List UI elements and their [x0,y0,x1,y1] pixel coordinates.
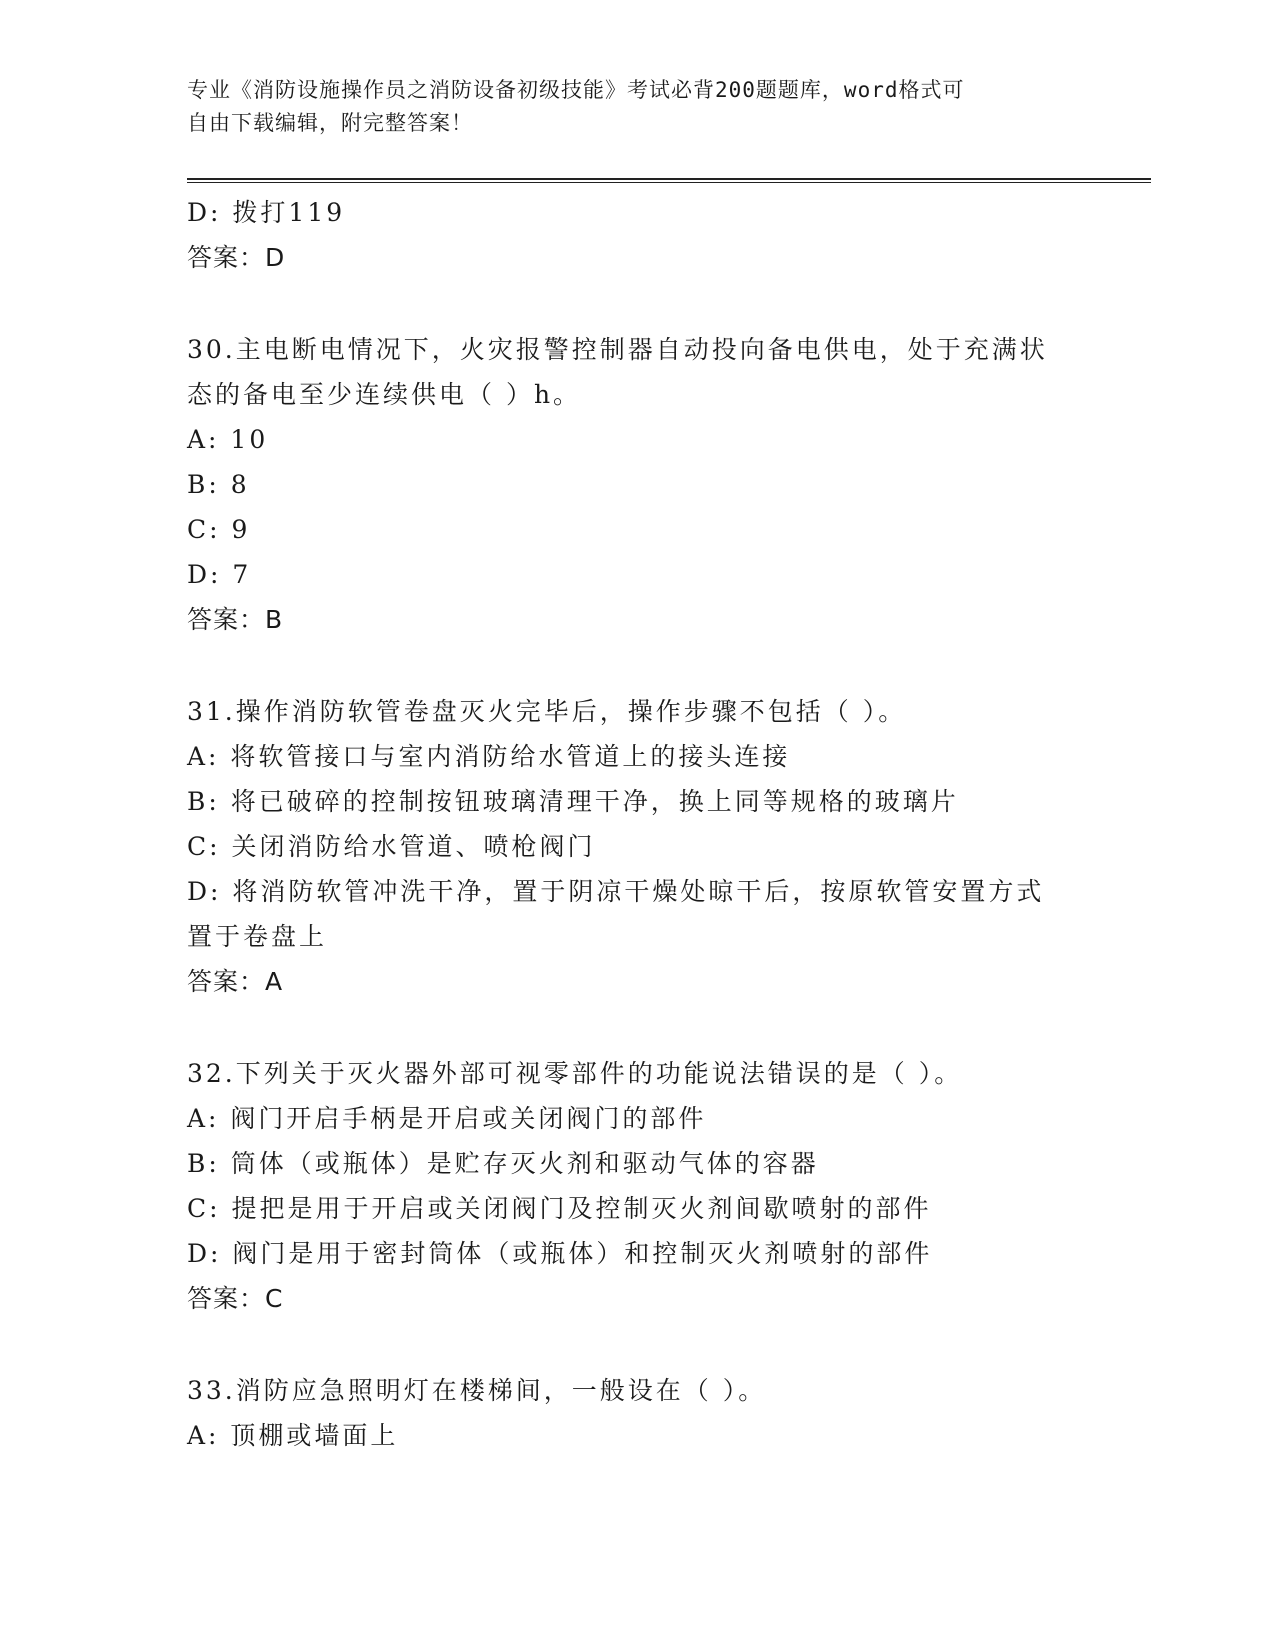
question-block-30 [187,327,1087,642]
page-header [187,74,1087,140]
question-block-33 [187,1368,1087,1458]
answer-label: 答案：D [187,243,286,272]
option-c: C: 提把是用于开启或关闭阀门及控制灭火剂间歇喷射的部件 [187,1194,932,1223]
option-b: B: 筒体（或瓶体）是贮存灭火剂和驱动气体的容器 [187,1149,819,1178]
option-b: B: 将已破碎的控制按钮玻璃清理干净，换上同等规格的玻璃片 [187,787,959,816]
question-block-31 [187,689,1087,1004]
answer-label: 答案：C [187,1284,284,1313]
option-a: A: 顶棚或墙面上 [187,1421,399,1450]
option-d: D: 拨打119 [187,198,346,227]
spacer [187,642,1087,689]
option-a: A: 10 [187,425,269,454]
question-stem-line-2: 态的备电至少连续供电（ ）h。 [187,380,582,409]
question-list [187,190,1087,1458]
option-d-line-2: 置于卷盘上 [187,922,328,951]
option-d-line-1: D: 将消防软管冲洗干净，置于阴凉干燥处晾干后，按原软管安置方式 [187,877,1045,906]
option-d: D: 7 [187,560,252,589]
option-a: A: 将软管接口与室内消防给水管道上的接头连接 [187,742,791,771]
spacer [187,1004,1087,1051]
option-a: A: 阀门开启手柄是开启或关闭阀门的部件 [187,1104,707,1133]
question-stem-line-1: 30.主电断电情况下，火灾报警控制器自动投向备电供电，处于充满状 [187,335,1048,364]
question-block-32 [187,1051,1087,1321]
answer-label: 答案：A [187,967,284,996]
question-stem: 31.操作消防软管卷盘灭火完毕后，操作步骤不包括（ ）。 [187,697,907,726]
option-c: C: 关闭消防给水管道、喷枪阀门 [187,832,596,861]
header-rule-thick [187,178,1151,180]
question-stem: 32.下列关于灭火器外部可视零部件的功能说法错误的是（ ）。 [187,1059,963,1088]
header-rule-thin [187,182,1151,183]
question-stem: 33.消防应急照明灯在楼梯间，一般设在（ ）。 [187,1376,767,1405]
spacer [187,280,1087,327]
option-c: C: 9 [187,515,251,544]
spacer [187,1321,1087,1368]
option-b: B: 8 [187,470,250,499]
option-d: D: 阀门是用于密封筒体（或瓶体）和控制灭火剂喷射的部件 [187,1239,933,1268]
header-line-1: 专业《消防设施操作员之消防设备初级技能》考试必背200题题库，word格式可 [187,78,965,102]
question-block-29 [187,190,1087,280]
header-line-2: 自由下载编辑，附完整答案！ [187,111,473,135]
answer-label: 答案：B [187,605,284,634]
